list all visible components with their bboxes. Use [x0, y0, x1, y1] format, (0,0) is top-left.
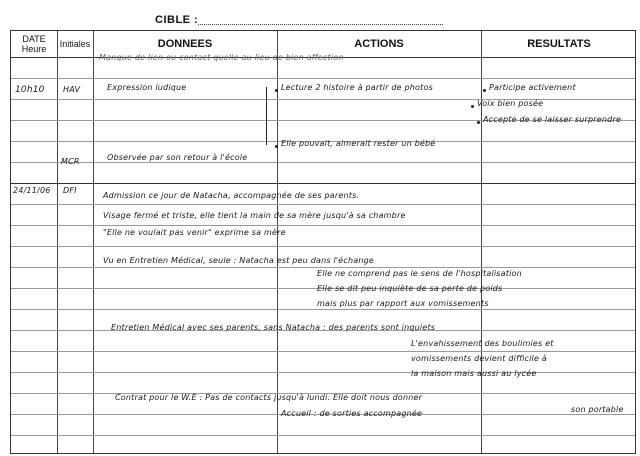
entry3-line: Admission ce jour de Natacha, accompagnée de ses parents. [103, 191, 360, 200]
entry1-time: 10h10 [15, 85, 45, 95]
col-divider-4 [481, 31, 482, 453]
entry3-line: Visage fermé et triste, elle tient la main de sa mère jusqu'à sa chambre [103, 211, 406, 220]
col-divider-3 [277, 31, 278, 453]
entry1-initials: HAV [63, 85, 81, 94]
cible-label: CIBLE : [155, 14, 199, 26]
entry3-line: Contrat pour le W.E : Pas de contacts jusqu'à lundi. Elle doit nous donner [115, 393, 423, 402]
entry3-line: Elle ne comprend pas le sens de l'hospitalisation [317, 269, 522, 278]
entry2-donnees: Observée par son retour à l'école [107, 153, 248, 162]
entry3-line: vomissements devient difficile à [411, 354, 547, 363]
entry1-donnees: Expression ludique [107, 83, 187, 92]
entry3-line: la maison mais aussi au lycée [411, 369, 537, 378]
bullet [483, 89, 486, 92]
entry-top-line: Manque de lien ou contact quelle au lieu de bien affection [99, 53, 344, 62]
entry1-action2: Elle pouvait, aimerait rester un bébé [281, 139, 436, 148]
entry3-date: 24/11/06 [13, 186, 51, 195]
entry3-line: "Elle ne voulait pas venir" exprime sa mère [103, 228, 286, 237]
bullet [471, 105, 474, 108]
entry3-line: mais plus par rapport aux vomissements [317, 299, 489, 308]
header-donnees: DONNEES [157, 38, 213, 50]
bullet [275, 89, 278, 92]
bullet [477, 121, 480, 124]
entry2-initials: MCR [61, 157, 80, 166]
entry1-result1: Participe activement [489, 83, 576, 92]
entry3-initials: DFI [63, 186, 77, 195]
header-resultats: RESULTATS [527, 38, 591, 50]
col-divider-2 [93, 31, 94, 453]
bracket-mark [266, 87, 267, 145]
entry3-line: Entretien Médical avec ses parents, sans Natacha : des parents sont inquiets [111, 323, 436, 332]
bullet [275, 145, 278, 148]
cible-field[interactable] [198, 24, 443, 25]
entry3-line: Accueil : de sorties accompagnée [281, 409, 423, 418]
col-divider-1 [57, 31, 58, 453]
header-date: DATE Heure [21, 34, 47, 54]
entry3-line: Elle se dit peu inquiète de sa perte de poids [317, 284, 503, 293]
transmission-sheet [10, 30, 636, 454]
entry1-result2: Voix bien posée [477, 99, 544, 108]
entry1-result3: Accepte de se laisser surprendre [483, 115, 622, 124]
header-initiales: Initiales [59, 39, 91, 49]
header-actions: ACTIONS [354, 38, 404, 50]
entry3-line: Vu en Entretien Médical, seule : Natacha est peu dans l'échange [103, 256, 375, 265]
entry3-line: son portable [571, 405, 624, 414]
entry1-action: Lecture 2 histoire à partir de photos [281, 83, 433, 92]
entry3-line: L'envahissement des boulimies et [411, 339, 554, 348]
